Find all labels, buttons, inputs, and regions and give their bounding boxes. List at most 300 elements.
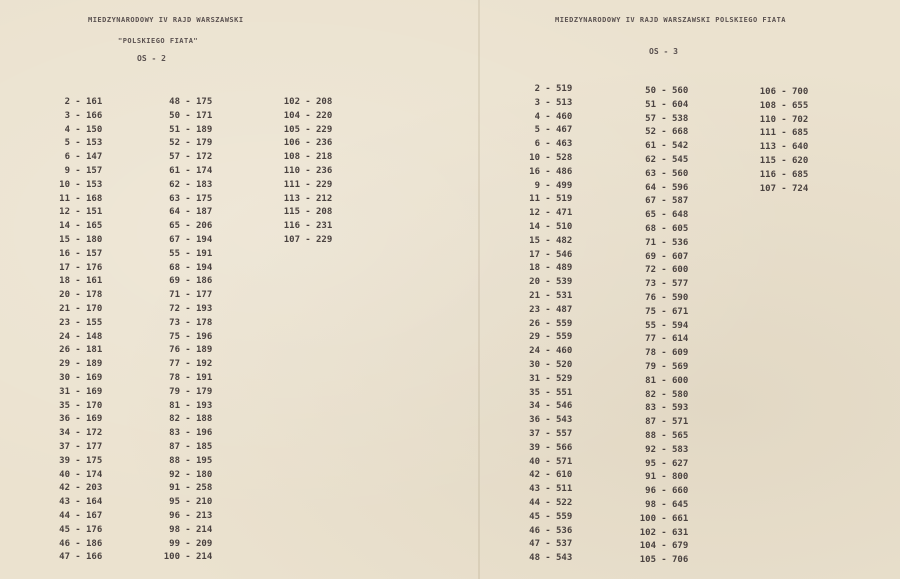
stage-time: 610 [556, 470, 573, 481]
stage-time: 560 [672, 168, 689, 179]
car-number: 69 [645, 251, 656, 262]
result-row [754, 169, 808, 183]
dash-separator: - [545, 111, 551, 122]
result-row [48, 469, 102, 483]
stage-time: 189 [196, 345, 213, 356]
dash-separator: - [545, 97, 551, 108]
dash-separator: - [661, 99, 667, 110]
right-column-2 [634, 85, 688, 568]
car-number: 98 [645, 499, 656, 510]
car-number: 105 [283, 124, 300, 135]
stage-time: 645 [672, 499, 689, 510]
car-number: 24 [59, 331, 70, 342]
car-number: 104 [639, 541, 656, 552]
dash-separator: - [661, 513, 667, 524]
dash-separator: - [185, 414, 191, 425]
car-number: 2 [534, 84, 540, 94]
car-number: 75 [645, 306, 656, 317]
dash-separator: - [75, 179, 81, 190]
dash-separator: - [661, 334, 667, 345]
car-number: 98 [169, 524, 180, 535]
car-number: 77 [645, 334, 656, 345]
right-stage-code: OS - 3 [649, 47, 678, 56]
car-number: 30 [59, 372, 70, 383]
dash-separator: - [185, 469, 191, 480]
car-number: 31 [529, 373, 540, 384]
dash-separator: - [305, 179, 311, 190]
stage-time: 800 [672, 472, 689, 483]
car-number: 45 [59, 524, 70, 535]
result-row [48, 193, 102, 207]
result-row [518, 304, 572, 318]
stage-time: 543 [556, 553, 573, 564]
car-number: 100 [163, 552, 180, 563]
dash-separator: - [661, 127, 667, 138]
car-number: 24 [529, 346, 540, 357]
car-number: 115 [283, 207, 300, 218]
result-row [754, 86, 808, 100]
stage-time: 531 [556, 290, 573, 301]
stage-time: 724 [792, 183, 809, 194]
stage-time: 499 [556, 180, 573, 191]
car-number: 75 [169, 331, 180, 342]
dash-separator: - [185, 124, 191, 135]
stage-time: 590 [672, 292, 689, 303]
stage-time: 668 [672, 127, 689, 138]
car-number: 4 [534, 111, 540, 122]
car-number: 20 [59, 290, 70, 301]
result-row [634, 554, 688, 568]
car-number: 87 [169, 441, 180, 452]
dash-separator: - [545, 221, 551, 232]
result-row [518, 249, 572, 263]
car-number: 92 [169, 469, 180, 480]
car-number: 29 [529, 332, 540, 343]
car-number: 6 [534, 139, 540, 150]
result-row [158, 96, 212, 110]
dash-separator: - [75, 234, 81, 245]
dash-separator: - [545, 152, 551, 163]
car-number: 102 [639, 527, 656, 538]
page-fold [478, 0, 480, 579]
stage-time: 538 [672, 113, 689, 124]
dash-separator: - [545, 387, 551, 398]
car-number: 11 [529, 194, 540, 205]
result-row [518, 193, 572, 207]
dash-separator: - [781, 183, 787, 194]
stage-time: 702 [792, 114, 809, 125]
car-number: 68 [645, 223, 656, 234]
car-number: 34 [529, 401, 540, 412]
car-number: 44 [59, 510, 70, 521]
car-number: 78 [645, 348, 656, 359]
dash-separator: - [75, 538, 81, 549]
dash-separator: - [185, 455, 191, 466]
result-row [518, 97, 572, 111]
car-number: 107 [759, 183, 776, 194]
stage-time: 186 [196, 276, 213, 287]
stage-time: 460 [556, 111, 573, 122]
result-row [158, 289, 212, 303]
car-number: 116 [759, 169, 776, 180]
stage-time: 170 [86, 400, 103, 411]
dash-separator: - [545, 553, 551, 564]
stage-time: 583 [672, 444, 689, 455]
stage-time: 169 [86, 386, 103, 397]
result-row [518, 538, 572, 552]
car-number: 63 [169, 193, 180, 204]
car-number: 55 [169, 248, 180, 259]
result-row [634, 540, 688, 554]
stage-time: 195 [196, 455, 213, 466]
dash-separator: - [75, 290, 81, 301]
stage-time: 660 [672, 486, 689, 497]
car-number: 46 [59, 538, 70, 549]
car-number: 67 [169, 234, 180, 245]
stage-time: 176 [86, 524, 103, 535]
stage-time: 218 [316, 152, 333, 163]
car-number: 104 [283, 110, 300, 121]
car-number: 20 [529, 277, 540, 288]
car-number: 61 [169, 165, 180, 176]
result-row [634, 430, 688, 444]
dash-separator: - [185, 138, 191, 149]
car-number: 35 [59, 400, 70, 411]
result-row [634, 140, 688, 154]
car-number: 72 [169, 303, 180, 314]
stage-time: 671 [672, 306, 689, 317]
stage-time: 546 [556, 401, 573, 412]
car-number: 26 [59, 345, 70, 356]
dash-separator: - [661, 417, 667, 428]
left-column-3 [278, 96, 332, 248]
stage-time: 551 [556, 387, 573, 398]
car-number: 110 [283, 165, 300, 176]
stage-time: 580 [672, 389, 689, 400]
dash-separator: - [75, 110, 81, 121]
car-number: 21 [59, 303, 70, 314]
dash-separator: - [185, 234, 191, 245]
result-row [158, 538, 212, 552]
result-row [48, 151, 102, 165]
dash-separator: - [75, 414, 81, 425]
car-number: 95 [169, 497, 180, 508]
stage-time: 210 [196, 497, 213, 508]
dash-separator: - [545, 235, 551, 246]
result-row [278, 193, 332, 207]
car-number: 64 [645, 182, 656, 193]
result-row [158, 248, 212, 262]
stage-time: 189 [86, 359, 103, 370]
dash-separator: - [75, 138, 81, 149]
stage-time: 460 [556, 346, 573, 357]
result-row [634, 168, 688, 182]
result-row [518, 262, 572, 276]
stage-time: 175 [196, 193, 213, 204]
result-row [634, 361, 688, 375]
result-row [158, 220, 212, 234]
car-number: 72 [645, 265, 656, 276]
stage-time: 536 [672, 237, 689, 248]
stage-time: 206 [196, 221, 213, 232]
result-row [634, 513, 688, 527]
dash-separator: - [545, 332, 551, 343]
result-row [48, 220, 102, 234]
stage-time: 157 [86, 165, 103, 176]
car-number: 116 [283, 221, 300, 232]
result-row [48, 206, 102, 220]
result-row [158, 496, 212, 510]
result-row [634, 444, 688, 458]
result-row [754, 155, 808, 169]
car-number: 3 [64, 110, 70, 121]
dash-separator: - [545, 470, 551, 481]
dash-separator: - [545, 415, 551, 426]
stage-time: 179 [196, 138, 213, 149]
dash-separator: - [545, 166, 551, 177]
result-row [158, 344, 212, 358]
result-row [518, 442, 572, 456]
car-number: 78 [169, 372, 180, 383]
result-row [158, 551, 212, 565]
result-row [634, 237, 688, 251]
car-number: 42 [529, 470, 540, 481]
car-number: 64 [169, 207, 180, 218]
car-number: 110 [759, 114, 776, 125]
dash-separator: - [661, 458, 667, 469]
result-row [48, 538, 102, 552]
stage-time: 648 [672, 210, 689, 221]
result-row [518, 83, 572, 97]
car-number: 111 [759, 128, 776, 139]
car-number: 96 [169, 510, 180, 521]
car-number: 107 [283, 234, 300, 245]
dash-separator: - [661, 541, 667, 552]
stage-time: 177 [196, 290, 213, 301]
stage-time: 153 [86, 138, 103, 149]
car-number: 47 [59, 552, 70, 563]
result-row [518, 525, 572, 539]
car-number: 79 [645, 361, 656, 372]
result-row [158, 510, 212, 524]
result-row [48, 262, 102, 276]
car-number: 17 [59, 262, 70, 273]
dash-separator: - [545, 442, 551, 453]
stage-time: 685 [792, 169, 809, 180]
result-row [48, 551, 102, 565]
dash-separator: - [185, 110, 191, 121]
car-number: 99 [169, 538, 180, 549]
car-number: 106 [283, 138, 300, 149]
stage-time: 258 [196, 483, 213, 494]
dash-separator: - [545, 346, 551, 357]
result-row [634, 471, 688, 485]
dash-separator: - [75, 386, 81, 397]
dash-separator: - [661, 430, 667, 441]
dash-separator: - [185, 359, 191, 370]
result-row [278, 206, 332, 220]
stage-time: 196 [196, 428, 213, 439]
result-row [48, 234, 102, 248]
result-row [754, 100, 808, 114]
stage-time: 229 [316, 124, 333, 135]
stage-time: 489 [556, 263, 573, 274]
dash-separator: - [75, 165, 81, 176]
dash-separator: - [661, 320, 667, 331]
car-number: 44 [529, 497, 540, 508]
result-row [518, 414, 572, 428]
dash-separator: - [781, 155, 787, 166]
stage-time: 542 [672, 141, 689, 152]
car-number: 9 [534, 180, 540, 191]
result-row [158, 275, 212, 289]
car-number: 81 [169, 400, 180, 411]
stage-time: 482 [556, 235, 573, 246]
stage-time: 679 [672, 541, 689, 552]
car-number: 57 [645, 113, 656, 124]
result-row [278, 220, 332, 234]
result-row [158, 124, 212, 138]
result-row [158, 179, 212, 193]
result-row [754, 114, 808, 128]
result-row [754, 141, 808, 155]
stage-time: 577 [672, 279, 689, 290]
result-row [518, 469, 572, 483]
stage-time: 545 [672, 154, 689, 165]
stage-time: 172 [86, 428, 103, 439]
result-row [158, 303, 212, 317]
result-row [518, 456, 572, 470]
stage-time: 661 [672, 513, 689, 524]
dash-separator: - [781, 169, 787, 180]
car-number: 6 [64, 152, 70, 163]
dash-separator: - [661, 265, 667, 276]
result-row [634, 182, 688, 196]
car-number: 63 [645, 168, 656, 179]
result-row [48, 427, 102, 441]
car-number: 36 [529, 415, 540, 426]
dash-separator: - [185, 303, 191, 314]
stage-time: 192 [196, 359, 213, 370]
car-number: 3 [534, 97, 540, 108]
result-row [634, 499, 688, 513]
dash-separator: - [185, 207, 191, 218]
dash-separator: - [185, 331, 191, 342]
dash-separator: - [75, 524, 81, 535]
stage-time: 174 [86, 469, 103, 480]
dash-separator: - [545, 304, 551, 315]
car-number: 113 [283, 193, 300, 204]
dash-separator: - [185, 441, 191, 452]
dash-separator: - [75, 469, 81, 480]
stage-time: 166 [86, 552, 103, 563]
car-number: 36 [59, 414, 70, 425]
stage-time: 593 [672, 403, 689, 414]
car-number: 30 [529, 359, 540, 370]
dash-separator: - [661, 141, 667, 152]
car-number: 10 [529, 152, 540, 163]
dash-separator: - [661, 251, 667, 262]
dash-separator: - [185, 510, 191, 521]
result-row [158, 372, 212, 386]
car-number: 4 [64, 124, 70, 135]
result-row [634, 375, 688, 389]
result-row [518, 166, 572, 180]
car-number: 23 [59, 317, 70, 328]
result-row [634, 85, 688, 99]
dash-separator: - [75, 276, 81, 287]
dash-separator: - [545, 277, 551, 288]
car-number: 23 [529, 304, 540, 315]
result-row [158, 413, 212, 427]
stage-time: 186 [86, 538, 103, 549]
result-row [48, 96, 102, 110]
result-row [48, 482, 102, 496]
dash-separator: - [781, 114, 787, 125]
dash-separator: - [545, 139, 551, 150]
dash-separator: - [185, 276, 191, 287]
result-row [48, 496, 102, 510]
stage-time: 179 [196, 386, 213, 397]
result-row [48, 303, 102, 317]
right-header-title: MIEDZYNARODOWY IV RAJD WARSZAWSKI POLSKIEGO FIATA [555, 16, 787, 24]
dash-separator: - [185, 221, 191, 232]
result-row [158, 206, 212, 220]
stage-time: 604 [672, 99, 689, 110]
stage-time: 543 [556, 415, 573, 426]
car-number: 50 [645, 86, 656, 96]
result-row [48, 413, 102, 427]
stage-time: 536 [556, 525, 573, 536]
result-row [634, 126, 688, 140]
car-number: 12 [59, 207, 70, 218]
car-number: 100 [639, 513, 656, 524]
car-number: 43 [529, 484, 540, 495]
dash-separator: - [185, 290, 191, 301]
stage-time: 175 [86, 455, 103, 466]
car-number: 48 [169, 97, 180, 107]
dash-separator: - [75, 317, 81, 328]
dash-separator: - [305, 124, 311, 135]
stage-time: 161 [86, 276, 103, 287]
result-row [48, 275, 102, 289]
stage-time: 172 [196, 152, 213, 163]
dash-separator: - [781, 87, 787, 97]
stage-time: 519 [556, 194, 573, 205]
stage-time: 196 [196, 331, 213, 342]
result-row [158, 524, 212, 538]
car-number: 87 [645, 417, 656, 428]
dash-separator: - [185, 386, 191, 397]
car-number: 26 [529, 318, 540, 329]
car-number: 11 [59, 193, 70, 204]
result-row [518, 221, 572, 235]
stage-time: 566 [556, 442, 573, 453]
dash-separator: - [661, 154, 667, 165]
car-number: 88 [169, 455, 180, 466]
dash-separator: - [185, 165, 191, 176]
stage-time: 171 [196, 110, 213, 121]
result-row [518, 387, 572, 401]
stage-time: 467 [556, 125, 573, 136]
dash-separator: - [75, 400, 81, 411]
car-number: 34 [59, 428, 70, 439]
dash-separator: - [661, 196, 667, 207]
result-row [158, 427, 212, 441]
result-row [158, 455, 212, 469]
car-number: 5 [64, 138, 70, 149]
result-row [278, 124, 332, 138]
